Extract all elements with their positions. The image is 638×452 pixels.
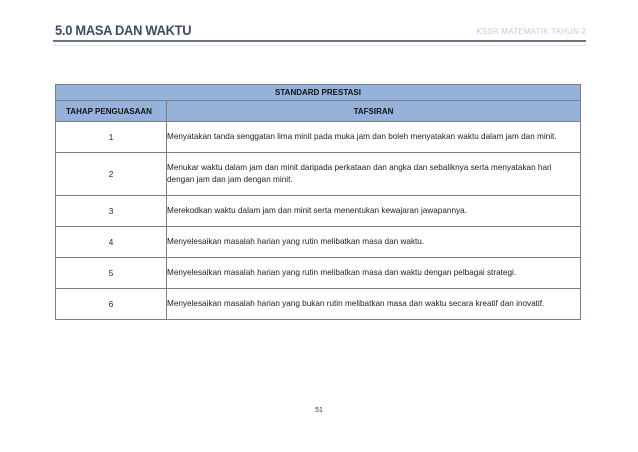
page-number: 51 [315, 407, 323, 414]
level-cell: 6 [56, 289, 167, 320]
column-header-interpretation: TAFSIRAN [167, 101, 581, 122]
level-cell: 5 [56, 258, 167, 289]
table-row [56, 258, 581, 289]
description-cell: Menyatakan tanda senggatan lima minit pada muka jam dan boleh menyatakan waktu dalam jam dan minit. [167, 122, 581, 153]
table-header-row [56, 101, 581, 122]
table-row [56, 153, 581, 196]
description-cell: Menyelesaikan masalah harian yang rutin melibatkan masa dan waktu. [167, 227, 581, 258]
description-cell: Menyelesaikan masalah harian yang bukan rutin melibatkan masa dan waktu secara kreatif dan inovatif. [167, 289, 581, 320]
table-title: STANDARD PRESTASI [56, 85, 581, 101]
table-row [56, 227, 581, 258]
table-row [56, 122, 581, 153]
description-cell: Menukar waktu dalam jam dan minit daripada perkataan dan angka dan sebaliknya serta menyatakan hari dengan jam dan jam dengan minit. [167, 153, 581, 196]
description-cell: Menyelesaikan masalah harian yang rutin melibatkan masa dan waktu dengan pelbagai strategi. [167, 258, 581, 289]
level-cell: 1 [56, 122, 167, 153]
standard-prestasi-table [55, 84, 581, 320]
column-header-level: TAHAP PENGUASAAN [56, 101, 167, 122]
table-row [56, 196, 581, 227]
level-cell: 2 [56, 153, 167, 196]
level-cell: 4 [56, 227, 167, 258]
level-cell: 3 [56, 196, 167, 227]
table-title-row [56, 85, 581, 101]
header-rule [53, 40, 586, 42]
table-row [56, 289, 581, 320]
description-cell: Merekodkan waktu dalam jam dan minit serta menentukan kewajaran jawapannya. [167, 196, 581, 227]
document-subtitle: KSSR MATEMATIK TAHUN 2 [476, 27, 586, 36]
page-title: 5.0 MASA DAN WAKTU [55, 22, 192, 38]
header-rule-light [53, 45, 586, 46]
